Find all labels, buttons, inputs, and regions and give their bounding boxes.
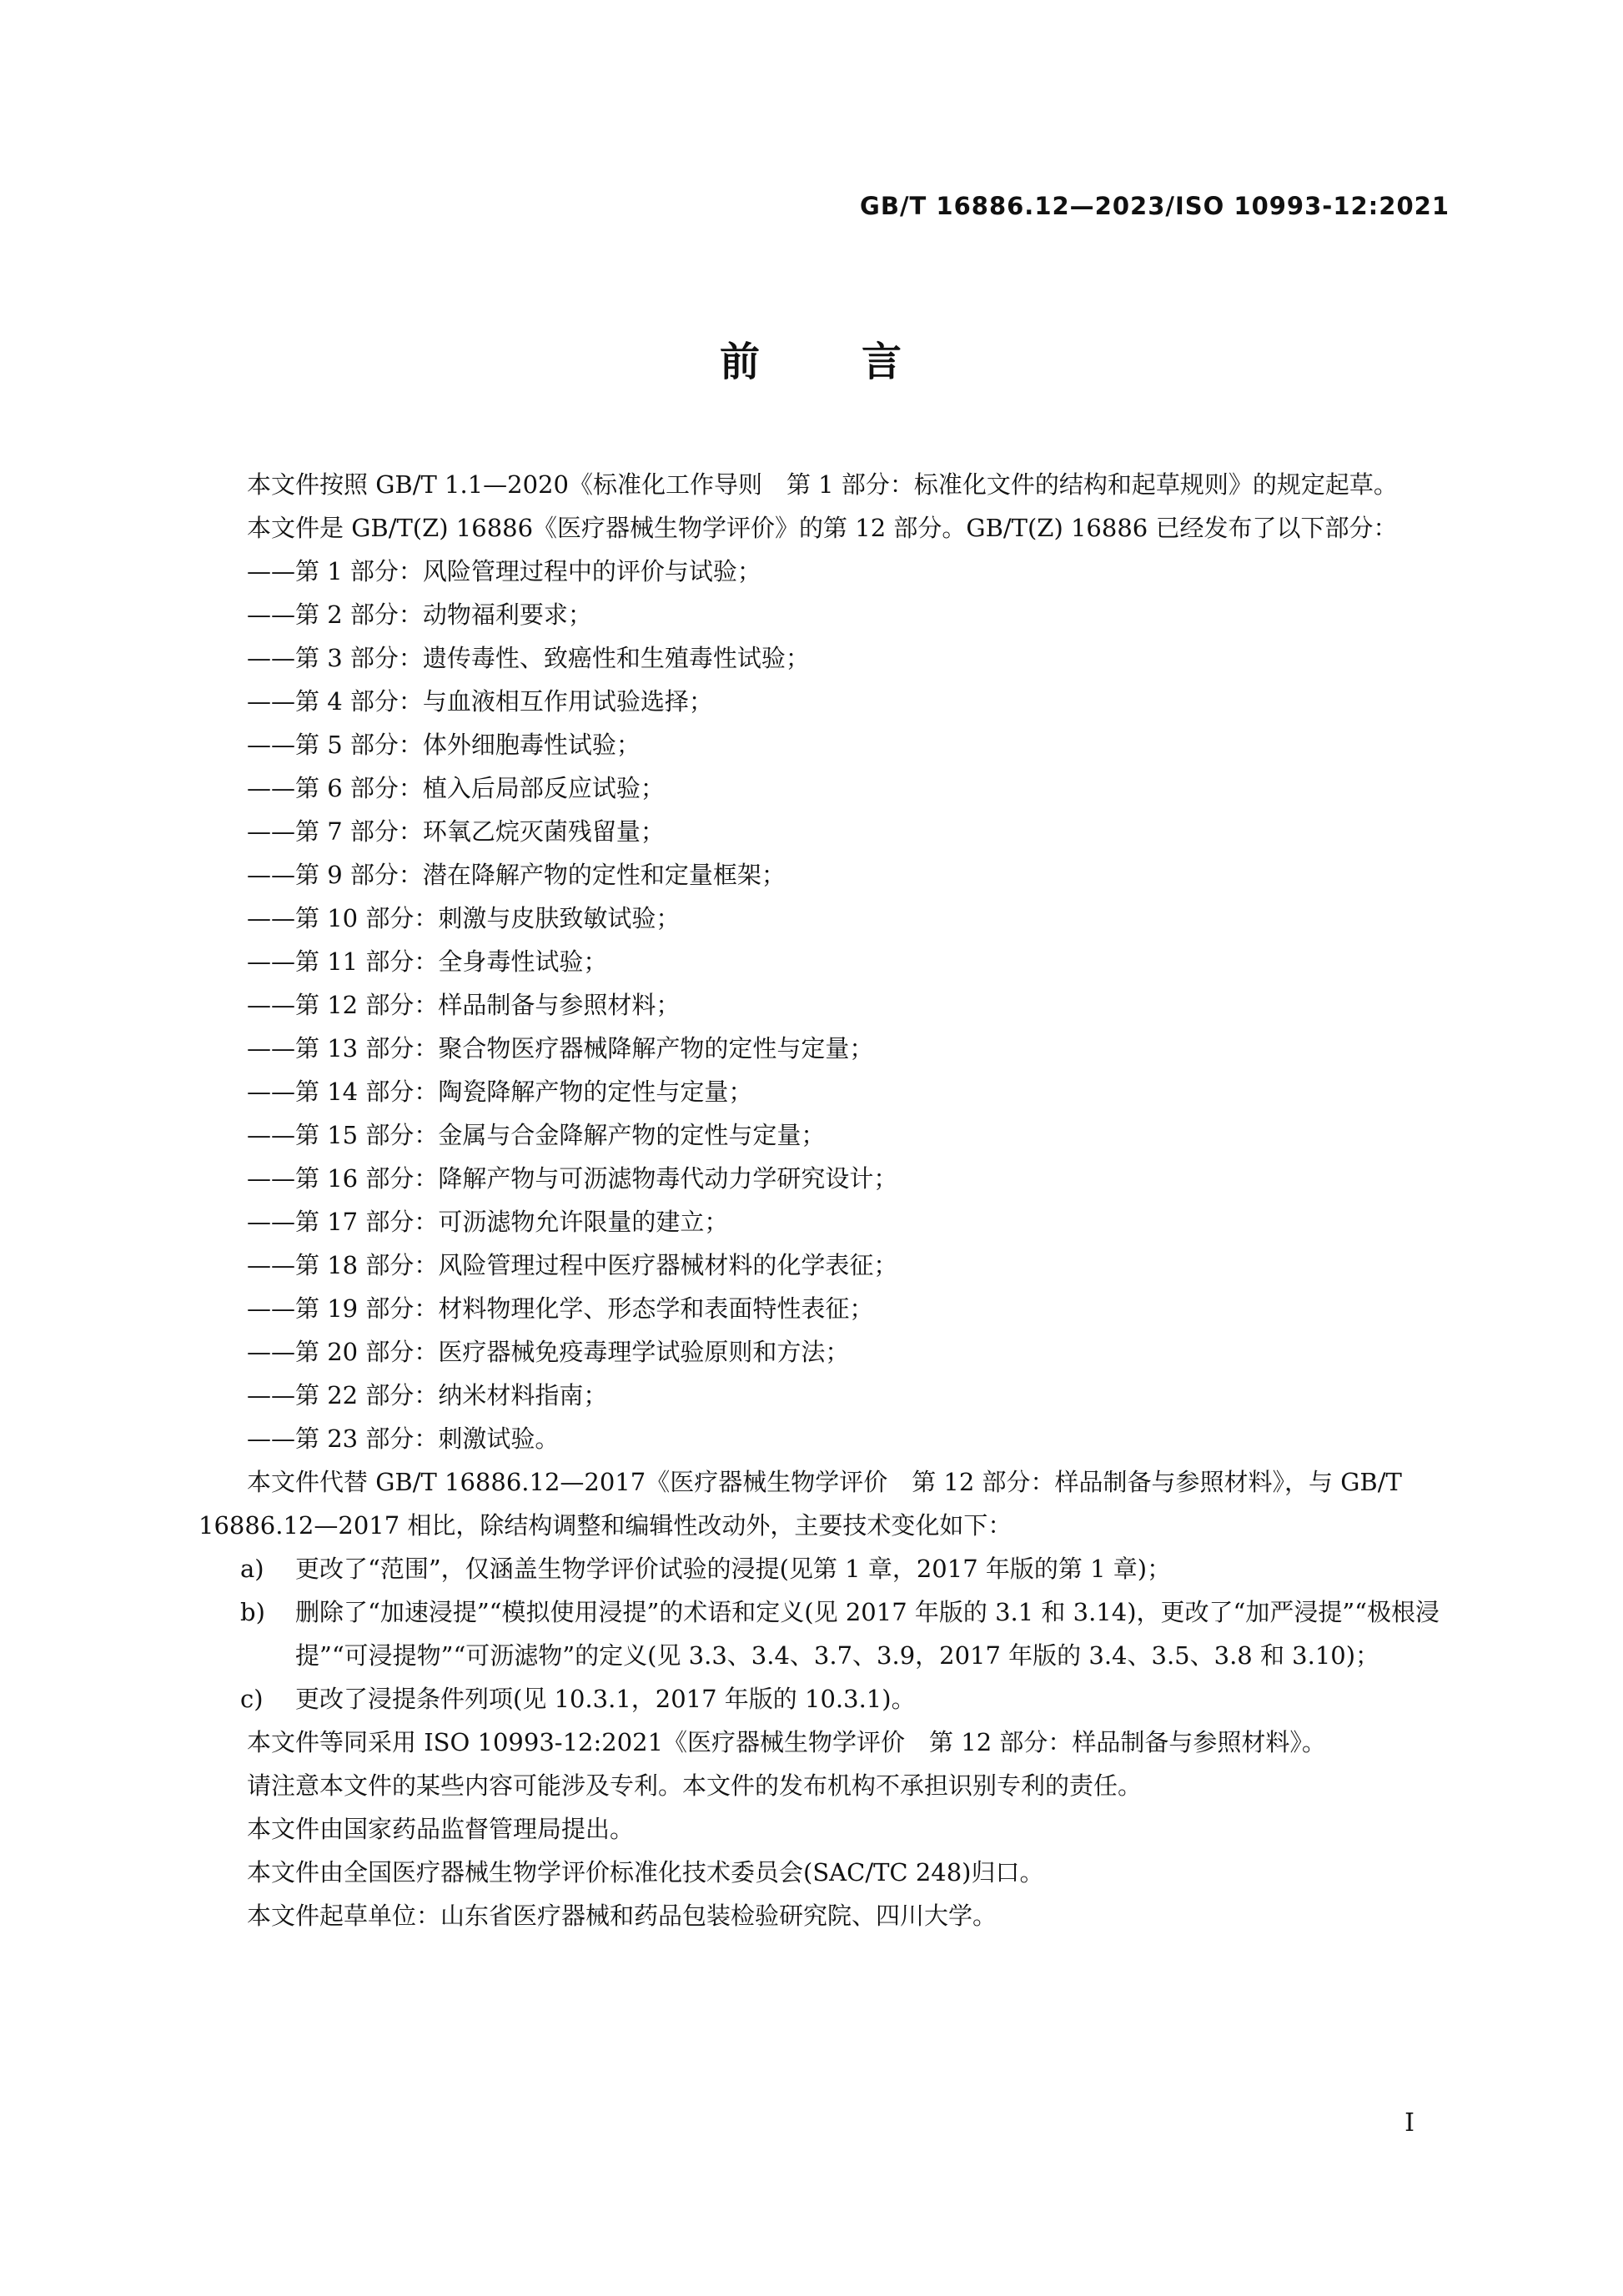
title-char-1: 前 [719, 339, 761, 385]
list-item: ——第 14 部分：陶瓷降解产物的定性与定量； [247, 1078, 753, 1106]
paragraph-proposer: 本文件由国家药品监督管理局提出。 [247, 1815, 635, 1843]
list-item: ——第 6 部分：植入后局部反应试验； [247, 774, 665, 802]
change-marker: c) [240, 1685, 264, 1713]
list-item: ——第 18 部分：风险管理过程中医疗器械材料的化学表征； [247, 1251, 898, 1279]
paragraph-drafting-rules: 本文件按照 GB/T 1.1—2020《标准化工作导则 第 1 部分：标准化文件的结构和起草规则》的规定起草。 [247, 470, 1398, 499]
paragraph-patent-notice: 请注意本文件的某些内容可能涉及专利。本文件的发布机构不承担识别专利的责任。 [247, 1771, 1143, 1800]
list-item: ——第 9 部分：潜在降解产物的定性和定量框架； [247, 861, 786, 889]
parts-list [198, 550, 1450, 1460]
list-item: ——第 17 部分：可沥滤物允许限量的建立； [247, 1208, 729, 1236]
list-item: ——第 4 部分：与血液相互作用试验选择； [247, 687, 713, 716]
list-item: ——第 3 部分：遗传毒性、致癌性和生殖毒性试验； [247, 644, 810, 672]
paragraph-series-intro: 本文件是 GB/T(Z) 16886《医疗器械生物学评价》的第 12 部分。GB/T(Z) 16886 已经发布了以下部分： [247, 514, 1398, 542]
title-char-2: 言 [862, 339, 904, 385]
page-title [0, 329, 1623, 387]
list-item: ——第 1 部分：风险管理过程中的评价与试验； [247, 557, 761, 585]
change-item [198, 1547, 1450, 1590]
paragraph-replaces: 本文件代替 GB/T 16886.12—2017《医疗器械生物学评价 第 12 部分：样品制备与参照材料》，与 GB/T 16886.12—2017 相比，除结构调整和编辑性改动外，主要技术变化如下： [198, 1468, 1402, 1540]
change-text: 删除了“加速浸提”“模拟使用浸提”的术语和定义(见 2017 年版的 3.1 和 3.14)，更改了“加严浸提”“极根浸提”“可浸提物”“可沥滤物”的定义(见 3.3、3.4、3.7、3.9，2017 年版的 3.4、3.5、3.8 和 3.10)； [295, 1598, 1440, 1670]
list-item: ——第 20 部分：医疗器械免疫毒理学试验原则和方法； [247, 1338, 850, 1366]
list-item: ——第 10 部分：刺激与皮肤致敏试验； [247, 904, 681, 932]
list-item: ——第 2 部分：动物福利要求； [247, 600, 592, 629]
standard-number: GB/T 16886.12—2023/ISO 10993-12:2021 [860, 192, 1450, 220]
list-item: ——第 13 部分：聚合物医疗器械降解产物的定性与定量； [247, 1034, 874, 1063]
paragraph-committee: 本文件由全国医疗器械生物学评价标准化技术委员会(SAC/TC 248)归口。 [247, 1858, 1044, 1887]
change-item [198, 1677, 1450, 1721]
change-text: 更改了“范围”，仅涵盖生物学评价试验的浸提(见第 1 章，2017 年版的第 1 章)； [295, 1555, 1172, 1583]
list-item: ——第 23 部分：刺激试验。 [247, 1424, 560, 1453]
list-item: ——第 5 部分：体外细胞毒性试验； [247, 731, 641, 759]
change-marker: a) [240, 1555, 264, 1583]
list-item: ——第 15 部分：金属与合金降解产物的定性与定量； [247, 1121, 826, 1149]
list-item: ——第 22 部分：纳米材料指南； [247, 1381, 608, 1409]
paragraph-equivalence: 本文件等同采用 ISO 10993-12:2021《医疗器械生物学评价 第 12 部分：样品制备与参照材料》。 [247, 1728, 1326, 1756]
list-item: ——第 19 部分：材料物理化学、形态学和表面特性表征； [247, 1294, 874, 1323]
paragraph-drafting-units: 本文件起草单位：山东省医疗器械和药品包装检验研究院、四川大学。 [247, 1902, 997, 1930]
list-item: ——第 16 部分：降解产物与可沥滤物毒代动力学研究设计； [247, 1164, 898, 1193]
change-text: 更改了浸提条件列项(见 10.3.1，2017 年版的 10.3.1)。 [295, 1685, 916, 1713]
list-item: ——第 12 部分：样品制备与参照材料； [247, 991, 681, 1019]
changes-list [198, 1547, 1450, 1721]
foreword-body [198, 463, 1450, 1937]
list-item: ——第 11 部分：全身毒性试验； [247, 947, 608, 976]
change-marker: b) [240, 1598, 265, 1626]
page-number: I [1404, 2108, 1414, 2138]
change-item [198, 1590, 1450, 1677]
list-item: ——第 7 部分：环氧乙烷灭菌残留量； [247, 817, 665, 846]
